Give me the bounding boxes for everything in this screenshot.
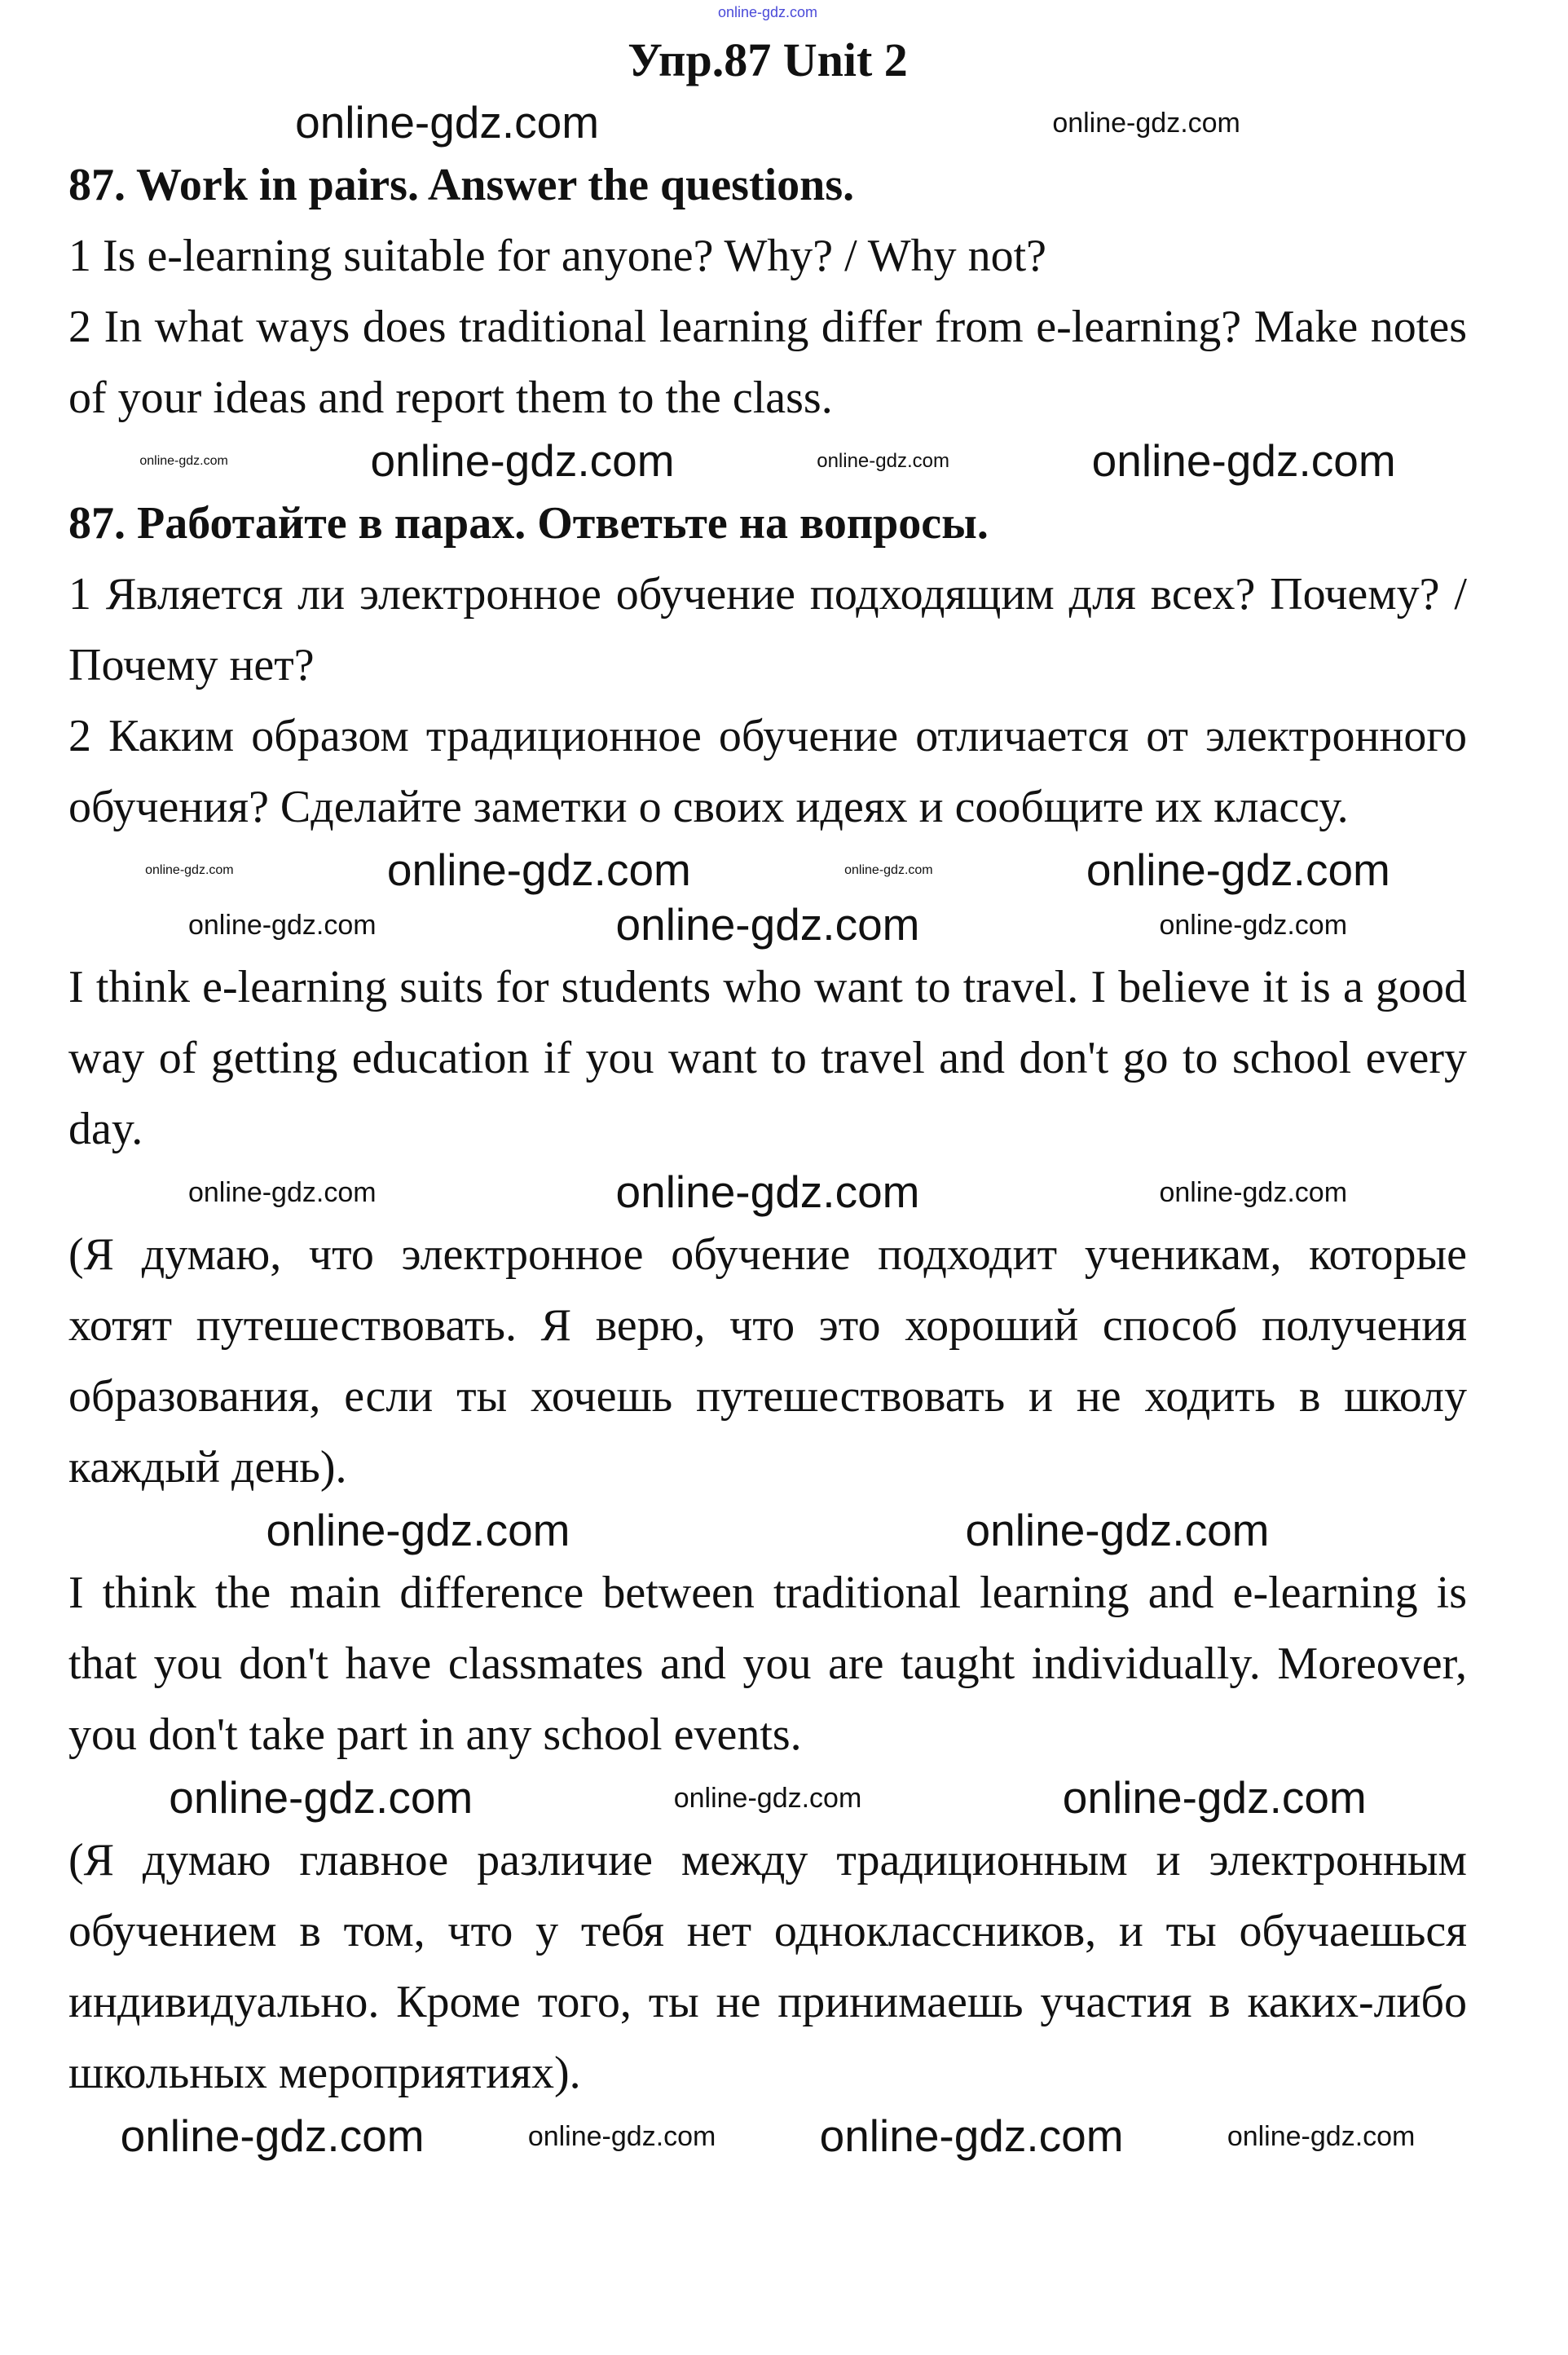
question-2-ru: 2 Каким образом традиционное обучение отличается от электронного обучения? Сделайте заметки о своих идеях и сообщите их классу. — [68, 711, 1467, 832]
task-english — [68, 150, 1467, 434]
watermark: online-gdz.com — [120, 2110, 425, 2161]
watermark: online-gdz.com — [169, 1772, 473, 1823]
watermark: online-gdz.com — [187, 1176, 377, 1208]
watermark: online-gdz.com — [266, 1505, 570, 1555]
watermark-row — [68, 897, 1467, 952]
task-russian — [68, 488, 1467, 843]
watermark: online-gdz.com — [1086, 845, 1390, 895]
question-1-en: 1 Is e-learning suitable for anyone? Why? / Why not? — [68, 231, 1046, 281]
question-2-en: 2 In what ways does traditional learning differ from e-learning? Make notes of your ideas and report them to the class. — [68, 302, 1467, 423]
question-1-ru: 1 Является ли электронное обучение подходящим для всех? Почему? / Почему нет? — [68, 569, 1467, 690]
watermark: online-gdz.com — [145, 862, 234, 877]
watermark: online-gdz.com — [1227, 2120, 1416, 2152]
watermark: online-gdz.com — [370, 435, 675, 486]
watermark: online-gdz.com — [295, 97, 600, 148]
watermark: online-gdz.com — [1052, 107, 1240, 139]
page-title: Упр.87 Unit 2 — [628, 33, 908, 86]
watermark-row — [68, 0, 1467, 24]
answer-1-en: I think e-learning suits for students who want to travel. I believe it is a good way of getting education if you want to travel and don't go to school every day. — [68, 962, 1467, 1154]
answer-2-en: I think the main difference between traditional learning and e-learning is that you don't have classmates and you are taught individually. Moreover, you don't take part in any school events. — [68, 1568, 1467, 1760]
watermark: online-gdz.com — [717, 4, 818, 20]
watermark: online-gdz.com — [1091, 435, 1396, 486]
watermark: online-gdz.com — [527, 2120, 716, 2152]
watermark: online-gdz.com — [139, 453, 228, 468]
watermark-row — [68, 95, 1467, 150]
watermark: online-gdz.com — [844, 862, 933, 877]
watermark-row — [68, 434, 1467, 488]
watermark: online-gdz.com — [1159, 1176, 1348, 1208]
watermark: online-gdz.com — [965, 1505, 1270, 1555]
watermark: online-gdz.com — [386, 845, 691, 895]
watermark: online-gdz.com — [187, 909, 377, 941]
task-heading-en: 87. Work in pairs. Answer the questions. — [68, 160, 855, 210]
watermark: online-gdz.com — [615, 1166, 920, 1217]
watermark: online-gdz.com — [673, 1782, 862, 1814]
answer-1-ru: (Я думаю, что электронное обучение подходит ученикам, которые хотят путешествовать. Я верю, что это хороший способ получения образования, если ты хочешь путешествовать и не ходить в школу каждый день). — [68, 1229, 1467, 1493]
watermark-row — [68, 1503, 1467, 1558]
watermark: online-gdz.com — [817, 449, 949, 472]
watermark: online-gdz.com — [1062, 1772, 1367, 1823]
watermark: online-gdz.com — [1159, 909, 1348, 941]
watermark: online-gdz.com — [819, 2110, 1124, 2161]
task-heading-ru: 87. Работайте в парах. Ответьте на вопросы. — [68, 498, 989, 549]
watermark-row — [68, 843, 1467, 897]
watermark: online-gdz.com — [615, 899, 920, 950]
watermark-row — [68, 2109, 1467, 2163]
watermark-row — [68, 1771, 1467, 1825]
watermark-row — [68, 1165, 1467, 1219]
answer-2-ru: (Я думаю главное различие между традиционным и электронным обучением в том, что у тебя нет одноклассников, и ты обучаешься индивидуально. Кроме того, ты не принимаешь участия в каких-либо школьных мероприятиях). — [68, 1835, 1467, 2098]
